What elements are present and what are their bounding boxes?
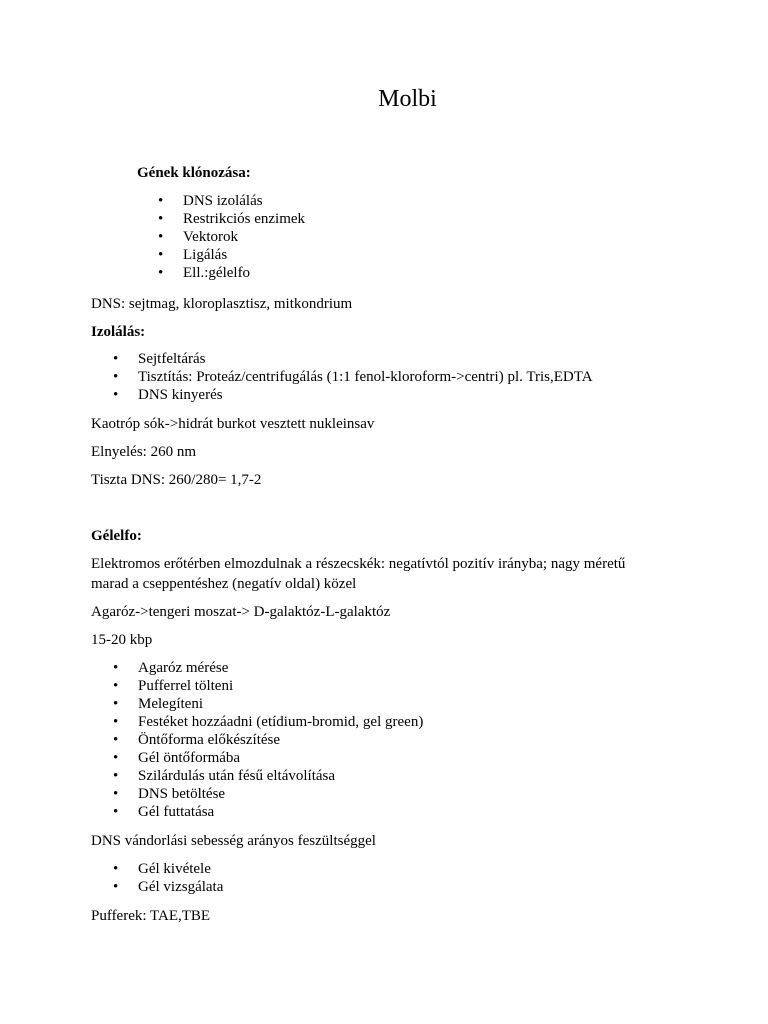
list-item: • DNS betöltése — [138, 785, 691, 803]
list-item: • Gél futtatása — [138, 803, 691, 821]
paragraph-agaroz: Agaróz->tengeri moszat-> D-galaktóz-L-galaktóz — [91, 604, 391, 620]
list-item: • Sejtfeltárás — [138, 350, 691, 368]
list-item: • DNS izolálás — [183, 192, 691, 210]
paragraph-pufferek: Pufferek: TAE,TBE — [91, 908, 211, 924]
izolalas-list — [91, 350, 691, 404]
paragraph-vandorlasi: DNS vándorlási sebesség arányos feszültséggel — [91, 833, 376, 849]
list-item: • Öntőforma előkészítése — [138, 731, 691, 749]
section-heading-izolalas: Izolálás: — [91, 324, 146, 340]
list-item: • Agaróz mérése — [138, 659, 691, 677]
list-item: • Ell.:gélelfo — [183, 264, 691, 282]
paragraph-kaotrop: Kaotróp sók->hidrát burkot vesztett nukleinsav — [91, 416, 375, 432]
dns-source-line: DNS: sejtmag, kloroplasztisz, mitkondrium — [91, 296, 353, 312]
list-item: • Ligálás — [183, 246, 691, 264]
page-title: Molbi — [378, 86, 437, 112]
list-item: • DNS kinyerés — [138, 386, 691, 404]
list-item: • Tisztítás: Proteáz/centrifugálás (1:1 fenol-kloroform->centri) pl. Tris,EDTA — [138, 368, 691, 386]
section-heading-gelelfo: Gélelfo: — [91, 528, 142, 544]
gelelfo-final-list — [91, 860, 691, 896]
list-item: • Restrikciós enzimek — [183, 210, 691, 228]
paragraph-elnyeles: Elnyelés: 260 nm — [91, 444, 196, 460]
list-item: • Szilárdulás után fésű eltávolítása — [138, 767, 691, 785]
list-item: • Gél vizsgálata — [138, 878, 691, 896]
paragraph-kbp: 15-20 kbp — [91, 632, 153, 648]
document-body — [91, 163, 691, 926]
klonozas-list — [91, 192, 691, 282]
paragraph-tiszta-dns: Tiszta DNS: 260/280= 1,7-2 — [91, 472, 262, 488]
list-item: • Pufferrel tölteni — [138, 677, 691, 695]
list-item: • Gél öntőformába — [138, 749, 691, 767]
paragraph-elektromos: Elektromos erőtérben elmozdulnak a részecskék: negatívtól pozitív irányba; nagy méretű marad a cseppentéshez (negatív oldal) közel — [91, 556, 626, 592]
gelelfo-steps-list — [91, 659, 691, 821]
list-item: • Festéket hozzáadni (etídium-bromid, gel green) — [138, 713, 691, 731]
list-item: • Vektorok — [183, 228, 691, 246]
list-item: • Melegíteni — [138, 695, 691, 713]
section-heading-klonozas: Gének klónozása: — [137, 165, 251, 181]
list-item: • Gél kivétele — [138, 860, 691, 878]
